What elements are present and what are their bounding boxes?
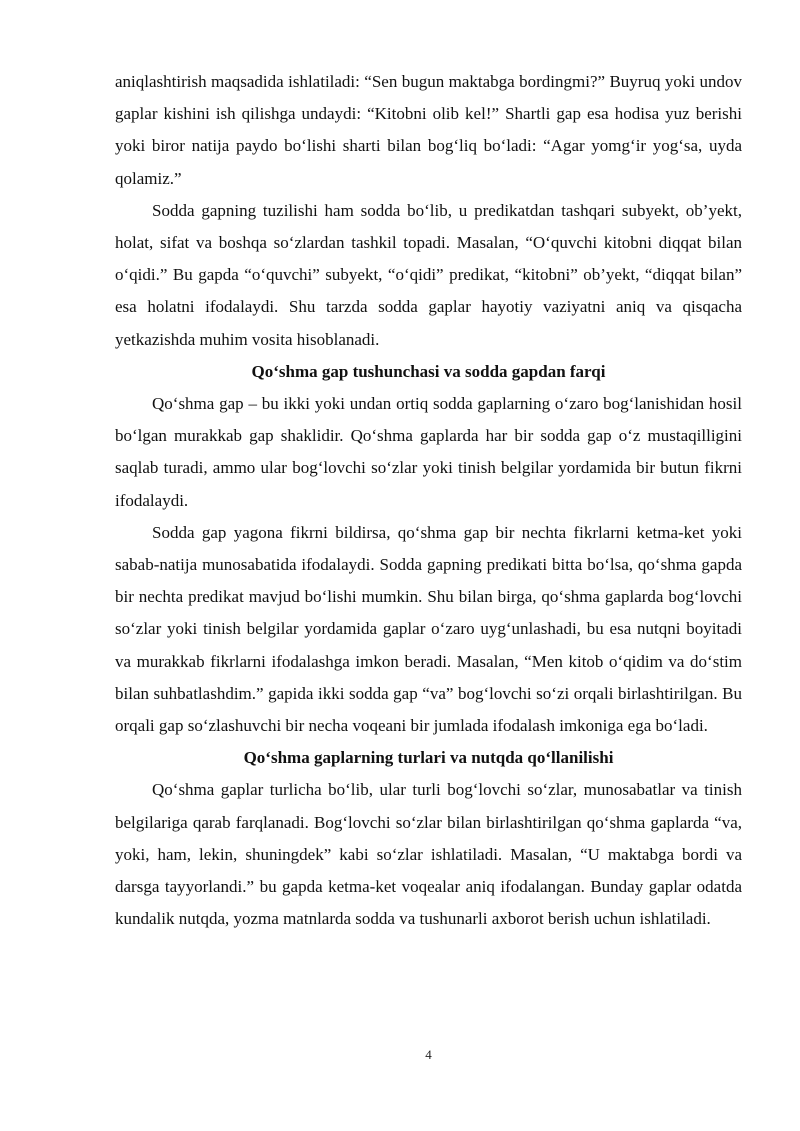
paragraph-simple-vs-compound: Sodda gap yagona fikrni bildirsa, qo‘shma gap bir nechta fikrlarni ketma-ket yoki sabab-natija munosabatida ifodalaydi. Sodda gapning predikati bitta bo‘lsa, qo‘shma gapda bir nechta predikat mavjud bo‘lishi mumkin. Shu bilan birga, qo‘shma gaplarda bog‘lovchi so‘zlar yoki tinish belgilar yordamida gaplar o‘zaro uyg‘unlashadi, bu esa nutqni boyitadi va murakkab fikrlarni ifodalashga imkon beradi. Masalan, “Men kitob o‘qidim va do‘stim bilan suhbatlashdim.” gapida ikki sodda gap “va” bog‘lovchi so‘zi orqali birlashtirilgan. Bu orqali gap so‘zlashuvchi bir necha voqeani bir jumlada ifodalash imkoniga ega bo‘ladi.: [115, 522, 742, 736]
section-heading-compound-types: Qo‘shma gaplarning turlari va nutqda qo‘llanilishi: [243, 748, 614, 768]
paragraph-compound-definition: Qo‘shma gap – bu ikki yoki undan ortiq sodda gaplarning o‘zaro bog‘lanishidan hosil bo‘lgan murakkab gap shaklidir. Qo‘shma gaplarda har bir sodda gap o‘z mustaqilligini saqlab turadi, ammo ular bog‘lovchi so‘zlar yoki tinish belgilar yordamida bir butun fikrni ifodalaydi.: [115, 394, 742, 510]
paragraph-simple-sentence-structure: Sodda gapning tuzilishi ham sodda bo‘lib, u predikatdan tashqari subyekt, ob’yekt, holat, sifat va boshqa so‘zlardan tashkil topadi. Masalan, “O‘quvchi kitobni diqqat bilan o‘qidi.” Bu gapda “o‘quvchi” subyekt, “o‘qidi” predikat, “kitobni” ob’yekt, “diqqat bilan” esa holatni ifodalaydi. Shu tarzda sodda gaplar hayotiy vaziyatni aniq va qisqacha yetkazishda muhim vosita hisoblanadi.: [115, 200, 742, 349]
page-number: 4: [425, 1047, 432, 1062]
paragraph-compound-types: Qo‘shma gaplar turlicha bo‘lib, ular turli bog‘lovchi so‘zlar, munosabatlar va tinish belgilariga qarab farqlanadi. Bog‘lovchi so‘zlar bilan birlashtirilgan qo‘shma gaplarda “va, yoki, ham, lekin, shuningdek” kabi so‘zlar ishlatiladi. Masalan, “U maktabga bordi va darsga tayyorlandi.” bu gapda ketma-ket voqealar aniq ifodalangan. Bunday gaplar odatda kundalik nutqda, yozma matnlarda sodda va tushunarli axborot berish uchun ishlatiladi.: [115, 780, 742, 929]
document-page: [115, 66, 742, 935]
section-heading-compound-sentence: Qo‘shma gap tushunchasi va sodda gapdan farqi: [251, 361, 606, 381]
paragraph-sentence-types: aniqlashtirish maqsadida ishlatiladi: “Sen bugun maktabga bordingmi?” Buyruq yoki undov gaplar kishini ish qilishga undaydi: “Kitobni olib kel!” Shartli gap esa hodisa yuz berishi yoki biror natija paydo bo‘lishi sharti bilan bog‘liq bo‘ladi: “Agar yomg‘ir yog‘sa, uyda qolamiz.”: [115, 72, 742, 188]
